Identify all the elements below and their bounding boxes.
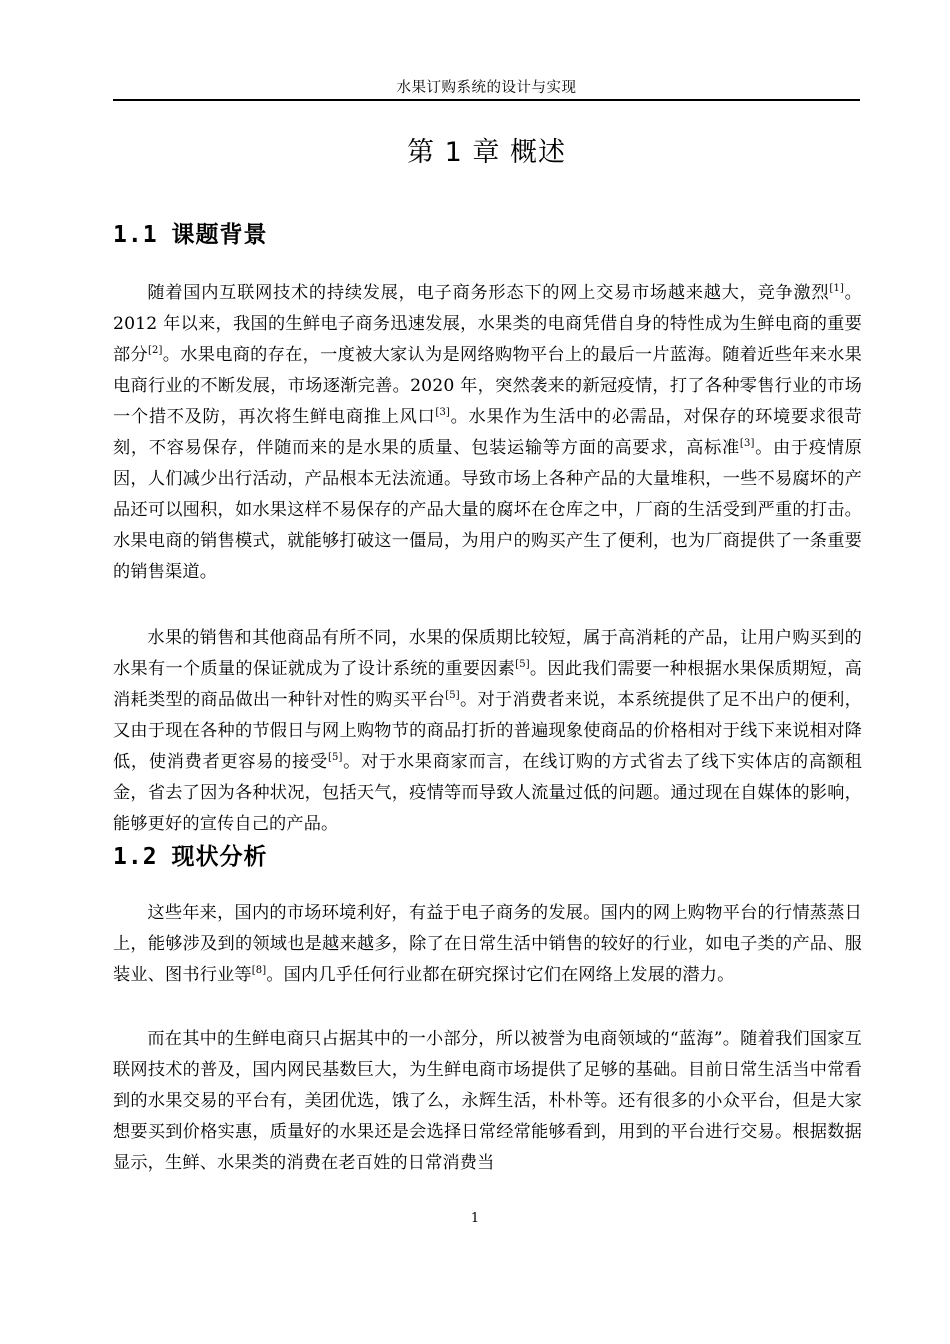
paragraph — [113, 278, 862, 588]
paragraph — [113, 898, 862, 991]
citation-ref: [1] — [829, 283, 845, 294]
citation-ref: [3] — [435, 407, 451, 418]
section-1-1-heading — [113, 216, 268, 249]
paragraph — [113, 1024, 862, 1179]
citation-ref: [5] — [445, 690, 460, 701]
text-run: 。对于水果商家而言，在线订购的方式省去了线下实体店的高额租金，省去了因为各种状况，包括天气，疫情等而导致人流量过低的问题。通过现在自媒体的影响，能够更好的宣传自己的产品。 — [113, 752, 862, 834]
section-title-text: 现状分析 — [171, 844, 268, 870]
text-run: 而在其中的生鲜电商只占据其中的一小部分，所以被誉为电商领域的“蓝海”。随着我们国家互联网技术的普及，国内网民基数巨大，为生鲜电商市场提供了足够的基础。目前日常生活当中常看到的水果交易的平台有，美团优选，饿了么，永辉生活，朴朴等。还有很多的小众平台，但是大家想要买到价格实惠，质量好的水果还是会选择日常经常能够看到，用到的平台进行交易。根据数据显示，生鲜、水果类的消费在老百姓的日常消费当 — [113, 1029, 862, 1173]
running-header: 水果订购系统的设计与实现 — [396, 80, 577, 96]
section-number: 1.2 — [113, 844, 158, 870]
header-rule — [113, 99, 860, 101]
text-run: 。由于疫情原因，人们减少出行活动，产品根本无法流通。导致市场上各种产品的大量堆积，一些不易腐坏的产品还可以囤积，如水果这样不易保存的产品大量的腐坏在仓库之中，厂商的生活受到严重的打击。水果电商的销售模式，就能够打破这一僵局，为用户的购买产生了便利，也为厂商提供了一条重要的销售渠道。 — [113, 438, 862, 582]
text-run: 。2012 年以来，我国的生鲜电子商务迅速发展，水果类的电商凭借自身的特性成为生鲜电商的重要部分 — [113, 283, 862, 365]
text-run: 。因此我们需要一种根据水果保质期短，高消耗类型的商品做出一种针对性的购买平台 — [113, 659, 862, 710]
citation-ref: [8] — [251, 965, 267, 976]
text-run: 。水果电商的存在，一度被大家认为是网络购物平台上的最后一片蓝海。随着近些年来水果电商行业的不断发展，市场逐渐完善。2020 年，突然袭来的新冠疫情，打了各种零售行业的市场一个措不及防，再次将生鲜电商推上风口 — [113, 345, 862, 427]
text-run: 。水果作为生活中的必需品，对保存的环境要求很苛刻，不容易保存，伴随而来的是水果的质量、包装运输等方面的高要求，高标准 — [113, 407, 863, 458]
citation-ref: [5] — [327, 752, 343, 763]
text-run: 。对于消费者来说，本系统提供了足不出户的便利，又由于现在各种的节假日与网上购物节的商品打折的普遍现象使商品的价格相对于线下来说相对降低，使消费者更容易的接受 — [113, 690, 862, 772]
section-1-2-heading — [113, 838, 268, 871]
citation-ref: [3] — [739, 438, 755, 449]
text-run: 随着国内互联网技术的持续发展，电子商务形态下的网上交易市场越来越大，竞争激烈 — [147, 283, 830, 303]
section-number: 1.1 — [113, 222, 158, 248]
text-run: 水果的销售和其他商品有所不同，水果的保质期比较短，属于高消耗的产品，让用户购买到的水果有一个质量的保证就成为了设计系统的重要因素 — [113, 628, 862, 679]
text-run: 。国内几乎任何行业都在研究探讨它们在网络上发展的潜力。 — [266, 965, 735, 985]
text-run: 这些年来，国内的市场环境利好，有益于电子商务的发展。国内的网上购物平台的行情蒸蒸日上，能够涉及到的领域也是越来越多，除了在日常生活中销售的较好的行业，如电子类的产品、服装业、图书行业等 — [113, 903, 862, 985]
section-title-text: 课题背景 — [171, 222, 268, 248]
chapter-title: 第 1 章 概述 — [407, 137, 566, 168]
paragraph — [113, 623, 862, 840]
citation-ref: [5] — [515, 659, 530, 670]
citation-ref: [2] — [147, 345, 163, 356]
page-number: 1 — [470, 1211, 480, 1226]
